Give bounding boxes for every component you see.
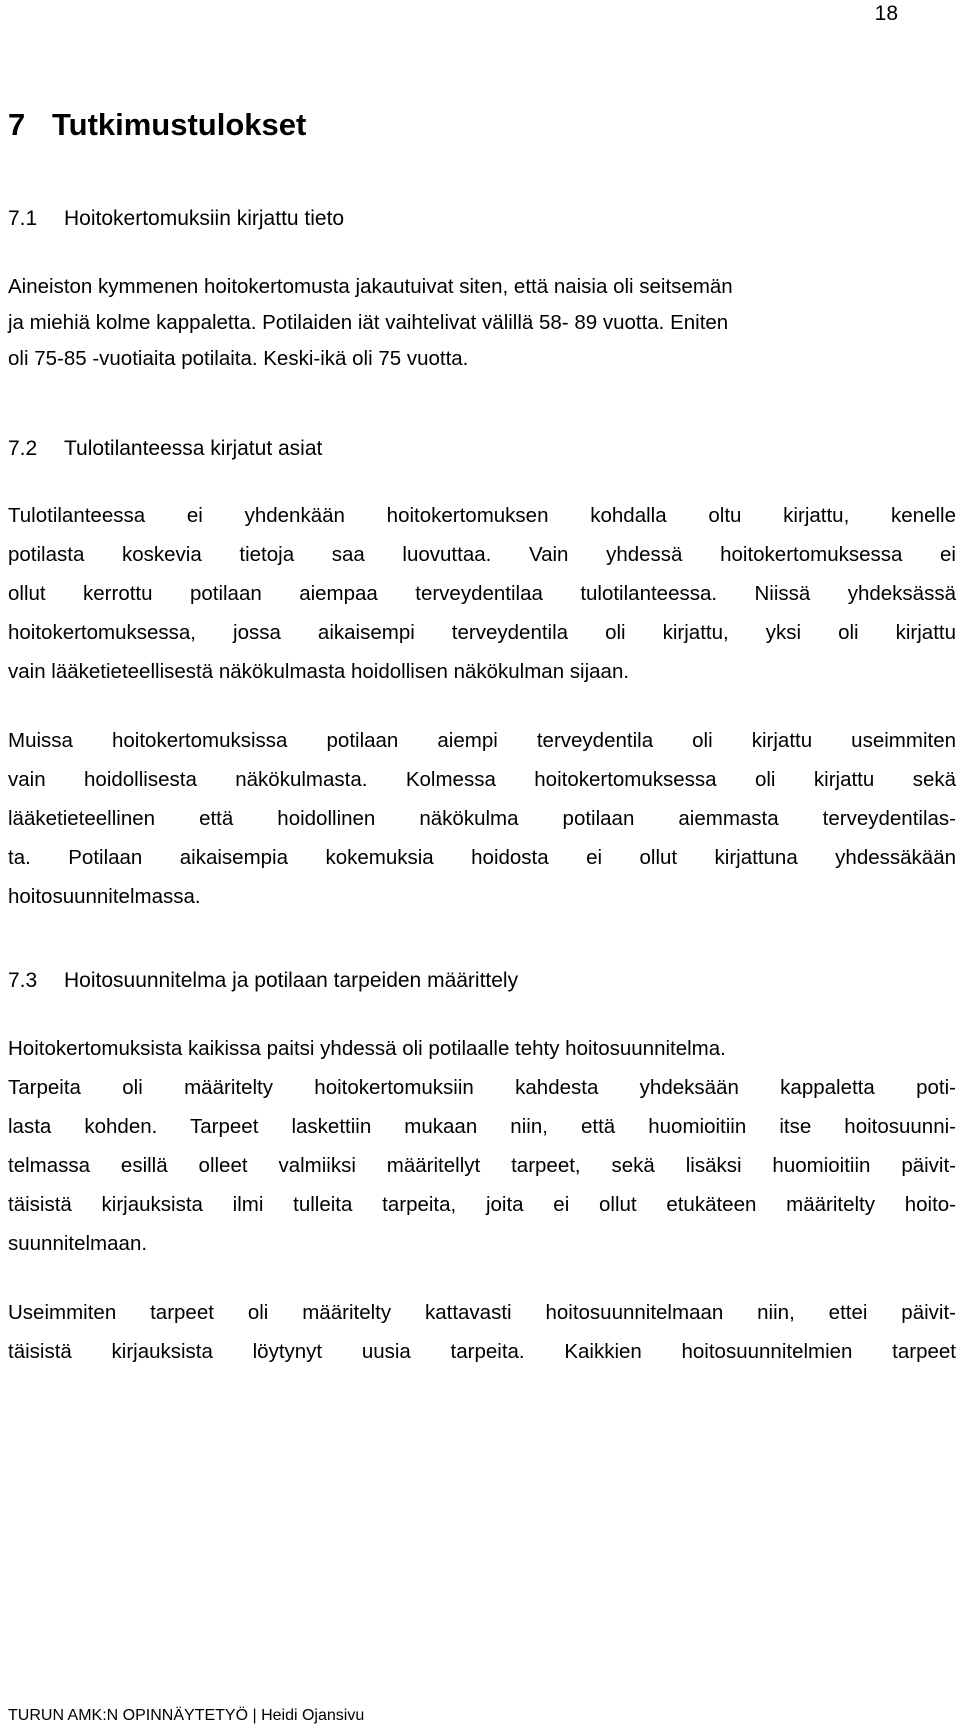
text-line: vain hoidollisesta näkökulmasta. Kolmessa hoitokertomuksessa oli kirjattu sekä <box>8 768 956 791</box>
section-title: Tulotilanteessa kirjatut asiat <box>64 437 323 460</box>
text-line: lääketieteellinen että hoidollinen näkökulma potilaan aiemmasta terveydentilas- <box>8 807 956 830</box>
text-line: Tarpeita oli määritelty hoitokertomuksiin kahdesta yhdeksään kappaletta poti- <box>8 1076 956 1099</box>
text-line: ja miehiä kolme kappaletta. Potilaiden iät vaihtelivat välillä 58- 89 vuotta. Eniten <box>8 311 729 334</box>
section-number: 7.3 <box>8 969 38 992</box>
page-number: 18 <box>874 2 898 25</box>
section-heading-7-3 <box>8 969 518 993</box>
text-line: täisistä kirjauksista ilmi tulleita tarpeita, joita ei ollut etukäteen määritelty hoito- <box>8 1193 956 1216</box>
text-line: telmassa esillä olleet valmiiksi määritellyt tarpeet, sekä lisäksi huomioitiin päivit- <box>8 1154 956 1177</box>
text-line: ollut kerrottu potilaan aiempaa terveydentilaa tulotilanteessa. Niissä yhdeksässä <box>8 582 956 605</box>
text-line: suunnitelmaan. <box>8 1232 148 1255</box>
text-line: hoitokertomuksessa, jossa aikaisempi terveydentila oli kirjattu, yksi oli kirjattu <box>8 621 956 644</box>
text-line: oli 75-85 -vuotiaita potilaita. Keski-ikä oli 75 vuotta. <box>8 347 469 370</box>
text-line: täisistä kirjauksista löytynyt uusia tarpeita. Kaikkien hoitosuunnitelmien tarpeet <box>8 1340 956 1363</box>
text-line: Useimmiten tarpeet oli määritelty kattavasti hoitosuunnitelmaan niin, ettei päivit- <box>8 1301 956 1324</box>
section-heading-7-2 <box>8 437 322 461</box>
chapter-heading <box>8 107 306 143</box>
section-number: 7.2 <box>8 437 38 460</box>
section-number: 7.1 <box>8 207 38 230</box>
section-title: Hoitokertomuksiin kirjattu tieto <box>64 207 345 230</box>
section-title: Hoitosuunnitelma ja potilaan tarpeiden määrittely <box>64 969 519 992</box>
text-line: lasta kohden. Tarpeet laskettiin mukaan niin, että huomioitiin itse hoitosuunni- <box>8 1115 956 1138</box>
text-line: Hoitokertomuksista kaikissa paitsi yhdessä oli potilaalle tehty hoitosuunnitelma. <box>8 1037 726 1060</box>
footer: TURUN AMK:N OPINNÄYTETYÖ | Heidi Ojansivu <box>8 1707 365 1724</box>
chapter-title: Tutkimustulokset <box>52 107 307 142</box>
text-line: vain lääketieteellisestä näkökulmasta hoidollisen näkökulman sijaan. <box>8 660 630 683</box>
section-heading-7-1 <box>8 207 344 231</box>
chapter-number: 7 <box>8 107 26 142</box>
text-line: hoitosuunnitelmassa. <box>8 885 201 908</box>
text-line: potilasta koskevia tietoja saa luovuttaa. Vain yhdessä hoitokertomuksessa ei <box>8 543 956 566</box>
text-line: Aineiston kymmenen hoitokertomusta jakautuivat siten, että naisia oli seitsemän <box>8 275 733 298</box>
text-line: ta. Potilaan aikaisempia kokemuksia hoidosta ei ollut kirjattuna yhdessäkään <box>8 846 956 869</box>
text-line: Muissa hoitokertomuksissa potilaan aiempi terveydentila oli kirjattu useimmiten <box>8 729 956 752</box>
text-line: Tulotilanteessa ei yhdenkään hoitokertomuksen kohdalla oltu kirjattu, kenelle <box>8 504 956 527</box>
